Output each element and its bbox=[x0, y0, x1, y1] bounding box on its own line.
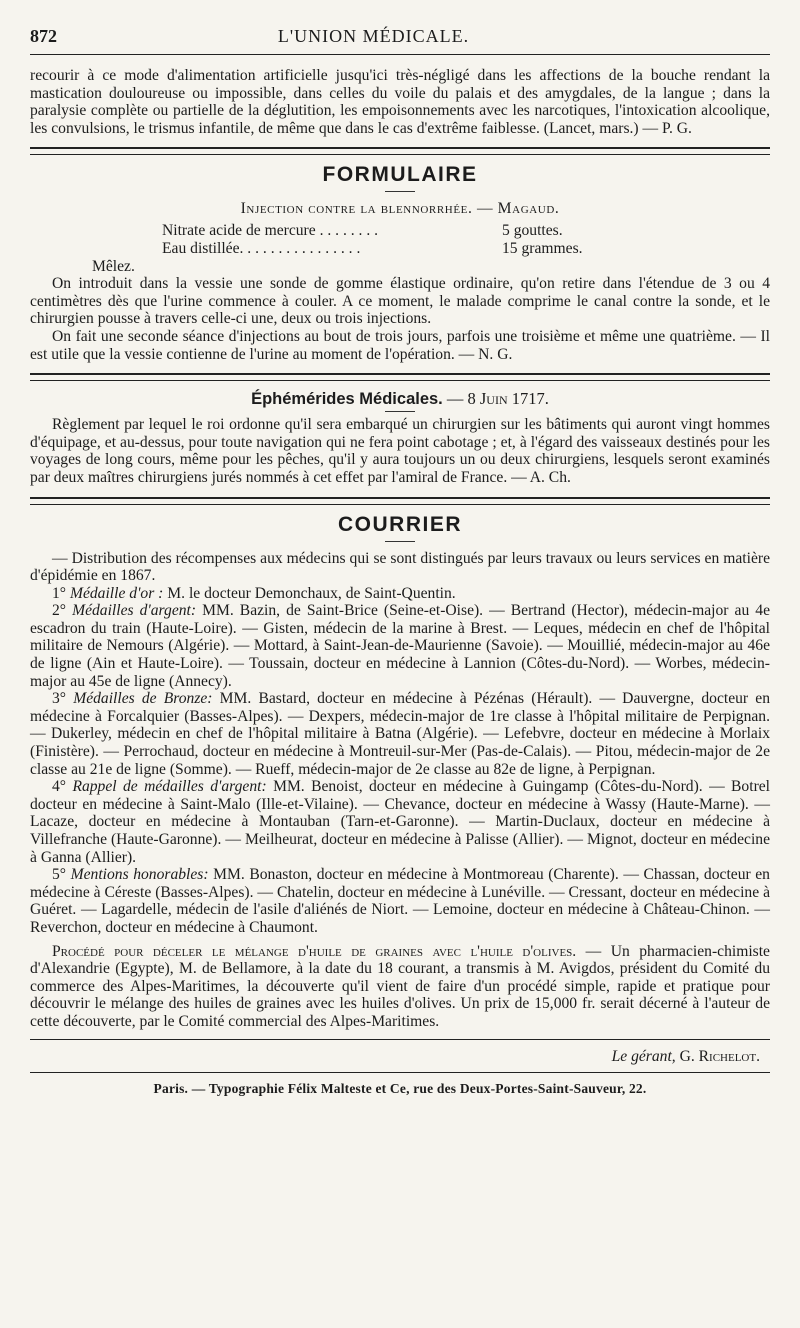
title-underline bbox=[385, 191, 415, 192]
award-text: MM. Benoist, docteur en médecine à Guingamp (Côtes-du-Nord). — Botrel docteur en médecine à Saint-Malo (Ille-et-Vilaine). — Chevance, docteur en médecine à Wassy (Haute-Marne). — Lacaze, docteur en médecine à Montauban (Tarn-et-Garonne). — Martin-Duclaux, docteur en médecine à Villefranche (Haute-Garonne). — Meilheurat, docteur en médecine à Palisse (Allier). — Mignot, docteur en médecine à Ganna (Allier). bbox=[30, 778, 771, 866]
award-number: 3° bbox=[52, 690, 67, 708]
ephemerides-section bbox=[30, 389, 770, 486]
award-item bbox=[30, 866, 770, 936]
signature bbox=[30, 1048, 760, 1066]
journal-title: L'UNION MÉDICALE. bbox=[277, 26, 470, 46]
formulaire-section bbox=[30, 163, 770, 363]
section-divider bbox=[30, 497, 770, 505]
recipe-list bbox=[162, 222, 592, 257]
printer-footer: Paris. — Typographie Félix Malteste et Ce, rue des Deux-Portes-Saint-Sauveur, 22. bbox=[153, 1080, 647, 1096]
award-label: Médailles de Bronze: bbox=[73, 690, 213, 708]
formulaire-title: FORMULAIRE bbox=[322, 163, 478, 187]
page-number: 872 bbox=[30, 26, 57, 46]
title-underline bbox=[385, 411, 415, 412]
award-text: MM. Bazin, de Saint-Brice (Seine-et-Oise). — Bertrand (Hector), médecin-major au 4e escadron du train (Haute-Loire). — Gisten, médecin de la marine à Brest. — Leques, médecin en chef de l'hôpital militaire de Nemours (Algérie). — Mottard, à Saint-Jean-de-Maurienne (Savoie). — Mouillié, médecin-major au 46e de ligne (Ain et Haute-Loire). — Toussain, docteur en médecine à Lannion (Côtes-du-Nord). — Worbes, médecin-major au 45e de ligne (Annecy). bbox=[30, 602, 770, 690]
formulaire-paragraph: On introduit dans la vessie une sonde de gomme élastique ordinaire, qu'on retire dans l'étendue de 3 ou 4 centimètres dès que l'urine commence à couler. A ce moment, le malade comprime le canal contre la sonde, et le chirurgien pousse à travers celle-ci une, deux ou trois injections. bbox=[30, 275, 770, 328]
courrier-intro: — Distribution des récompenses aux médecins qui se sont distingués par leurs travaux ou leurs services en matière d'épidémie en 1867. bbox=[30, 549, 770, 585]
section-divider bbox=[30, 147, 770, 155]
courrier-title: COURRIER bbox=[337, 512, 462, 536]
ephemerides-heading bbox=[30, 389, 770, 409]
signature-label: Le gérant, bbox=[611, 1047, 676, 1065]
award-label: Mentions honorables: bbox=[70, 866, 209, 884]
ephemerides-date: — 8 Juin 1717. bbox=[446, 389, 549, 409]
intro-paragraph bbox=[30, 67, 770, 137]
award-text: MM. Bastard, docteur en médecine à Pézénas (Hérault). — Dauvergne, docteur en médecine à Forcalquier (Basses-Alpes). — Dexpers, médecin-major de 1re classe à l'hôpital militaire de Perpignan. — Dukerley, médecin en chef de l'hôpital militaire à Batna (Algérie). — Lefebvre, docteur en médecine à Morlaix (Finistère). — Perrochaud, docteur en médecine à Montreuil-sur-Mer (Pas-de-Calais). — Pitou, médecin-major de 2e classe au 21e de ligne (Somme). — Rueff, médecin-major de 2e classe au 82e de ligne, à Perpignan. bbox=[30, 690, 770, 778]
formulaire-paragraph: On fait une seconde séance d'injections au bout de trois jours, parfois une troisième et même une quatrième. — Il est utile que la vessie contienne de l'urine au moment de l'opération. — N. G. bbox=[30, 327, 770, 363]
page-header bbox=[30, 26, 770, 55]
procede-text: — Un pharmacien-chimiste d'Alexandrie (Egypte), M. de Bellamore, à la date du 18 courant, a transmis à M. Avigdos, président du Comité du commerce des Alpes-Maritimes, la découverte qu'il vient de faire d'un procédé simple, rapide et pratique pour découvrir le mélange des huiles de graines avec les huiles d'olives. Un prix de 15,000 fr. serait décerné à l'auteur de cette découverte, par le Comité commercial des Alpes-Maritimes. bbox=[30, 942, 770, 1030]
ephemerides-title: Éphémérides Médicales. bbox=[251, 390, 443, 409]
melez-text: Mêlez. bbox=[92, 257, 135, 275]
award-number: 4° bbox=[52, 778, 67, 796]
procede-heading: Procédé pour déceler le mélange d'huile de graines avec l'huile d'olives. bbox=[52, 942, 577, 960]
procede-paragraph bbox=[30, 943, 770, 1031]
award-label: Médaille d'or : bbox=[69, 584, 164, 602]
award-item bbox=[30, 778, 770, 866]
section-divider bbox=[30, 373, 770, 381]
award-text: M. le docteur Demonchaux, de Saint-Quentin. bbox=[167, 584, 456, 602]
intro-text: recourir à ce mode d'alimentation artificielle jusqu'ici très-négligé dans les affections de la bouche rendant la mastication douloureuse ou impossible, dans celles du voile du palais et des amygdales, de la langue ; dans la paralysie complète ou partielle de la déglutition, les empoisonnements avec les narcotiques, l'intoxication alcoolique, les convulsions, le trismus infantile, de même que dans le cas d'extrême faiblesse. (Lancet, mars.) — P. G. bbox=[30, 67, 770, 137]
signature-name: G. Richelot. bbox=[679, 1047, 760, 1065]
formulaire-subtitle: Injection contre la blennorrhée. — Magaud. bbox=[240, 200, 560, 218]
award-item bbox=[30, 602, 770, 690]
award-item bbox=[30, 690, 770, 778]
ingredient-amount: 15 grammes. bbox=[502, 239, 583, 257]
award-number: 1° bbox=[52, 584, 67, 602]
title-underline bbox=[385, 541, 415, 542]
award-label: Rappel de médailles d'argent: bbox=[72, 778, 267, 796]
award-item bbox=[30, 585, 770, 603]
recipe-row bbox=[162, 222, 592, 240]
ingredient-amount: 5 gouttes. bbox=[502, 222, 563, 240]
award-number: 5° bbox=[52, 866, 67, 884]
award-label: Médailles d'argent: bbox=[72, 602, 197, 620]
award-text: MM. Bonaston, docteur en médecine à Montmoreau (Charente). — Chassan, docteur en médecine à Céreste (Basses-Alpes). — Chatelin, docteur en médecine à Lunéville. — Cressant, docteur en médecine à Guéret. — Lagardelle, médecin de l'asile d'aliénés de Niort. — Lemoine, docteur en médecine à Château-Chinon. — Reverchon, docteur en médecine à Chaumont. bbox=[30, 866, 770, 936]
recipe-row bbox=[162, 240, 592, 258]
ingredient-name: Eau distillée. . . . . . . . . . . . . . . . bbox=[162, 239, 361, 257]
ephemerides-paragraph: Règlement par lequel le roi ordonne qu'il sera embarqué un chirurgien sur les bâtiments qui auront vingt hommes d'équipage, et au-dessus, pour toute navigation qui ne fera point cabotage ; et, à l'égard des vaisseaux destinés pour les voyages de long cours, même pour les pêches, qu'il y aura toujours un ou deux chirurgiens, lesquels seront examinés par deux maîtres chirurgiens jurés nommés à cet effet par l'amiral de France. — A. Ch. bbox=[30, 416, 770, 486]
section-divider bbox=[30, 1039, 770, 1040]
ingredient-name: Nitrate acide de mercure . . . . . . . . bbox=[162, 222, 379, 240]
award-number: 2° bbox=[52, 602, 67, 620]
courrier-section bbox=[30, 513, 770, 1031]
footer-divider bbox=[30, 1072, 770, 1073]
